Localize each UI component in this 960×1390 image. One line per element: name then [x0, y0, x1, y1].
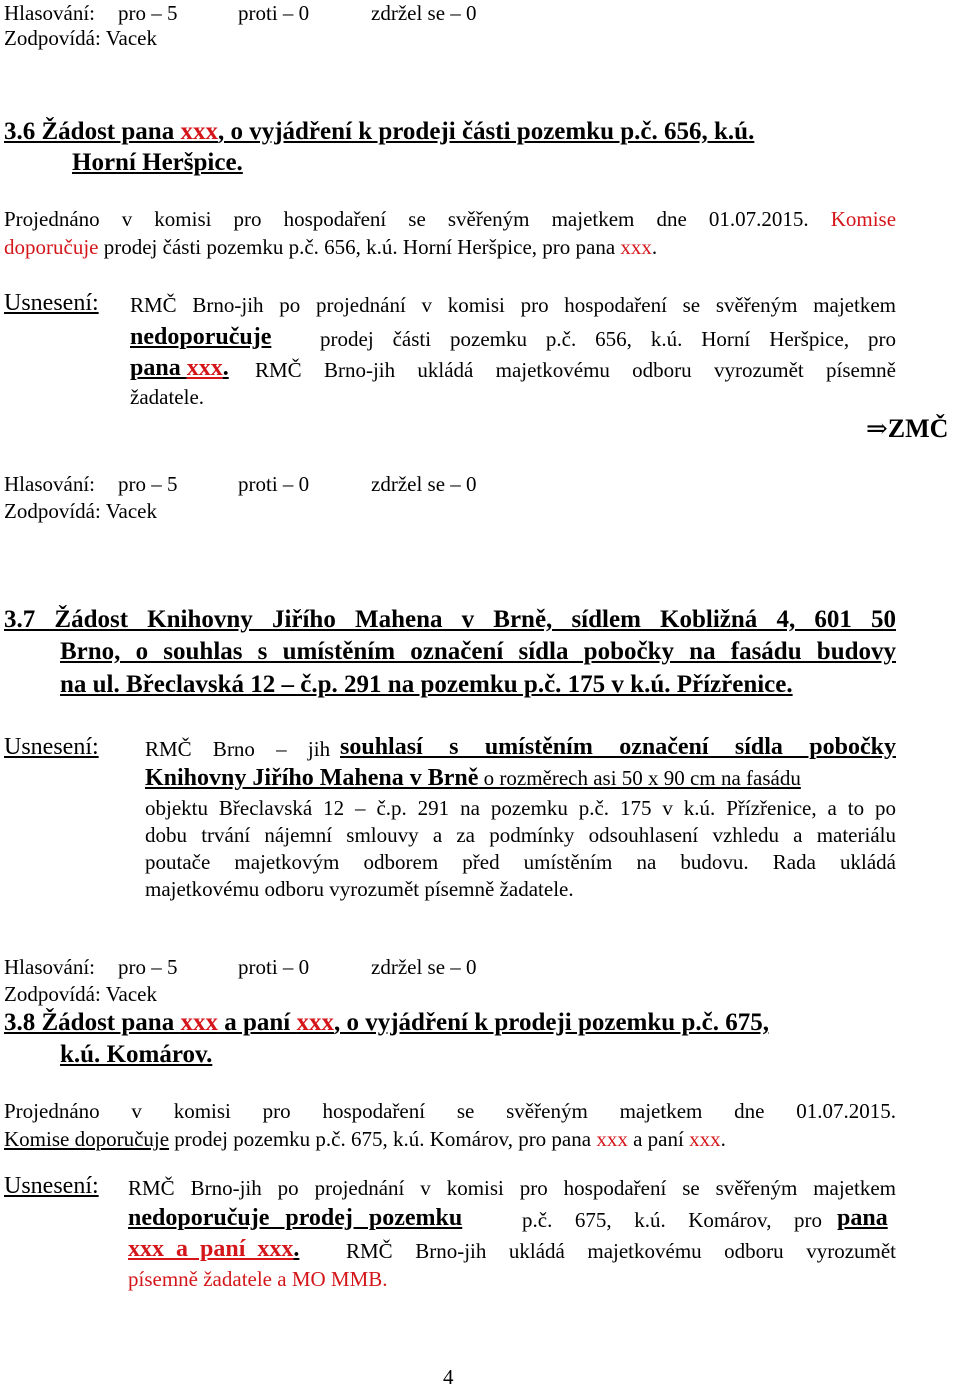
section-heading: Brno, o souhlas s umístěním označení sídla pobočky na fasádu budovy — [60, 638, 896, 665]
section-heading: 3.8 Žádost pana xxx a paní xxx, o vyjádření k prodeji pozemku p.č. 675, — [4, 1009, 769, 1036]
vote-label: Hlasování: — [4, 1, 95, 25]
resolution-line: nedoporučuje prodej pozemku — [128, 1205, 463, 1231]
vote-for: pro – 5 — [118, 472, 178, 496]
section-heading: Horní Heršpice. — [72, 149, 243, 176]
vote-against: proti – 0 — [238, 1, 310, 25]
section-heading: 3.7 Žádost Knihovny Jiřího Mahena v Brně, sídlem Kobližná 4, 601 50 — [4, 606, 896, 633]
vote-against: proti – 0 — [238, 955, 310, 979]
vote-line — [4, 471, 524, 497]
resolution-line: objektu Břeclavská 12 – č.p. 291 na pozemku p.č. 175 v k.ú. Přízřenice, a to po — [145, 796, 896, 820]
description-line: Projednáno v komisi pro hospodaření se svěřeným majetkem dne 01.07.2015. — [4, 1099, 896, 1123]
resolution-line: p.č. 675, k.ú. Komárov, pro — [522, 1208, 822, 1232]
resolution-line: nedoporučuje — [130, 324, 272, 350]
resolution-line: žadatele. — [130, 385, 205, 409]
vote-label: Hlasování: — [4, 472, 95, 496]
responsible: Zodpovídá: Vacek — [4, 499, 157, 523]
resolution-line: majetkovému odboru vyrozumět písemně žadatele. — [145, 877, 574, 901]
resolution-line: xxx a paní xxx. — [128, 1236, 300, 1262]
resolution-line: RMČ Brno – jih — [145, 737, 331, 761]
resolution-line: prodej části pozemku p.č. 656, k.ú. Horní Heršpice, pro — [320, 327, 896, 351]
vote-abstain: zdržel se – 0 — [371, 472, 477, 496]
section-heading: 3.6 Žádost pana xxx, o vyjádření k prodeji části pozemku p.č. 656, k.ú. — [4, 118, 755, 145]
resolution-line: RMČ Brno-jih ukládá majetkovému odboru vyrozumět — [346, 1239, 896, 1263]
resolution-line: RMČ Brno-jih po projednání v komisi pro hospodaření se svěřeným majetkem — [128, 1176, 896, 1200]
vote-abstain: zdržel se – 0 — [371, 1, 477, 25]
resolution-line: poutače majetkovým odborem před umístěním na budovu. Rada ukládá — [145, 850, 896, 874]
description-line: Projednáno v komisi pro hospodaření se svěřeným majetkem dne 01.07.2015. Komise — [4, 207, 897, 231]
forward-marker: ⇒ZMČ — [866, 414, 949, 443]
resolution-line: RMČ Brno-jih ukládá majetkovému odboru vyrozumět písemně — [255, 358, 896, 382]
vote-abstain: zdržel se – 0 — [371, 955, 477, 979]
resolution-line: písemně žadatele a MO MMB. — [128, 1267, 388, 1291]
resolution-label: Usnesení: — [4, 1173, 99, 1199]
section-heading: na ul. Břeclavská 12 – č.p. 291 na pozemku p.č. 175 v k.ú. Přízřenice. — [60, 671, 793, 698]
resolution-line: RMČ Brno-jih po projednání v komisi pro hospodaření se svěřeným majetkem — [130, 293, 896, 317]
resolution-line: dobu trvání nájemní smlouvy a za podmínky odsouhlasení vzhledu a materiálu — [145, 823, 896, 847]
arrow-icon: ⇒ — [866, 414, 888, 443]
resolution-line: souhlasí s umístěním označení sídla pobočky — [340, 734, 896, 760]
responsible: Zodpovídá: Vacek — [4, 26, 157, 50]
responsible: Zodpovídá: Vacek — [4, 982, 157, 1006]
vote-for: pro – 5 — [118, 955, 178, 979]
resolution-line: pana — [837, 1205, 888, 1231]
resolution-line: pana xxx. — [130, 355, 229, 381]
vote-against: proti – 0 — [238, 472, 310, 496]
description-line: Komise doporučuje prodej pozemku p.č. 675, k.ú. Komárov, pro pana xxx a paní xxx. — [4, 1127, 726, 1151]
vote-for: pro – 5 — [118, 1, 178, 25]
vote-line — [4, 954, 524, 980]
section-heading: k.ú. Komárov. — [60, 1041, 213, 1068]
resolution-label: Usnesení: — [4, 290, 99, 316]
resolution-line: Knihovny Jiřího Mahena v Brně o rozměrech asi 50 x 90 cm na fasádu — [145, 765, 801, 791]
description-line: doporučuje prodej části pozemku p.č. 656, k.ú. Horní Heršpice, pro pana xxx. — [4, 235, 658, 259]
resolution-label: Usnesení: — [4, 734, 99, 760]
vote-line — [4, 0, 524, 26]
page-number: 4 — [443, 1365, 454, 1389]
vote-label: Hlasování: — [4, 955, 95, 979]
